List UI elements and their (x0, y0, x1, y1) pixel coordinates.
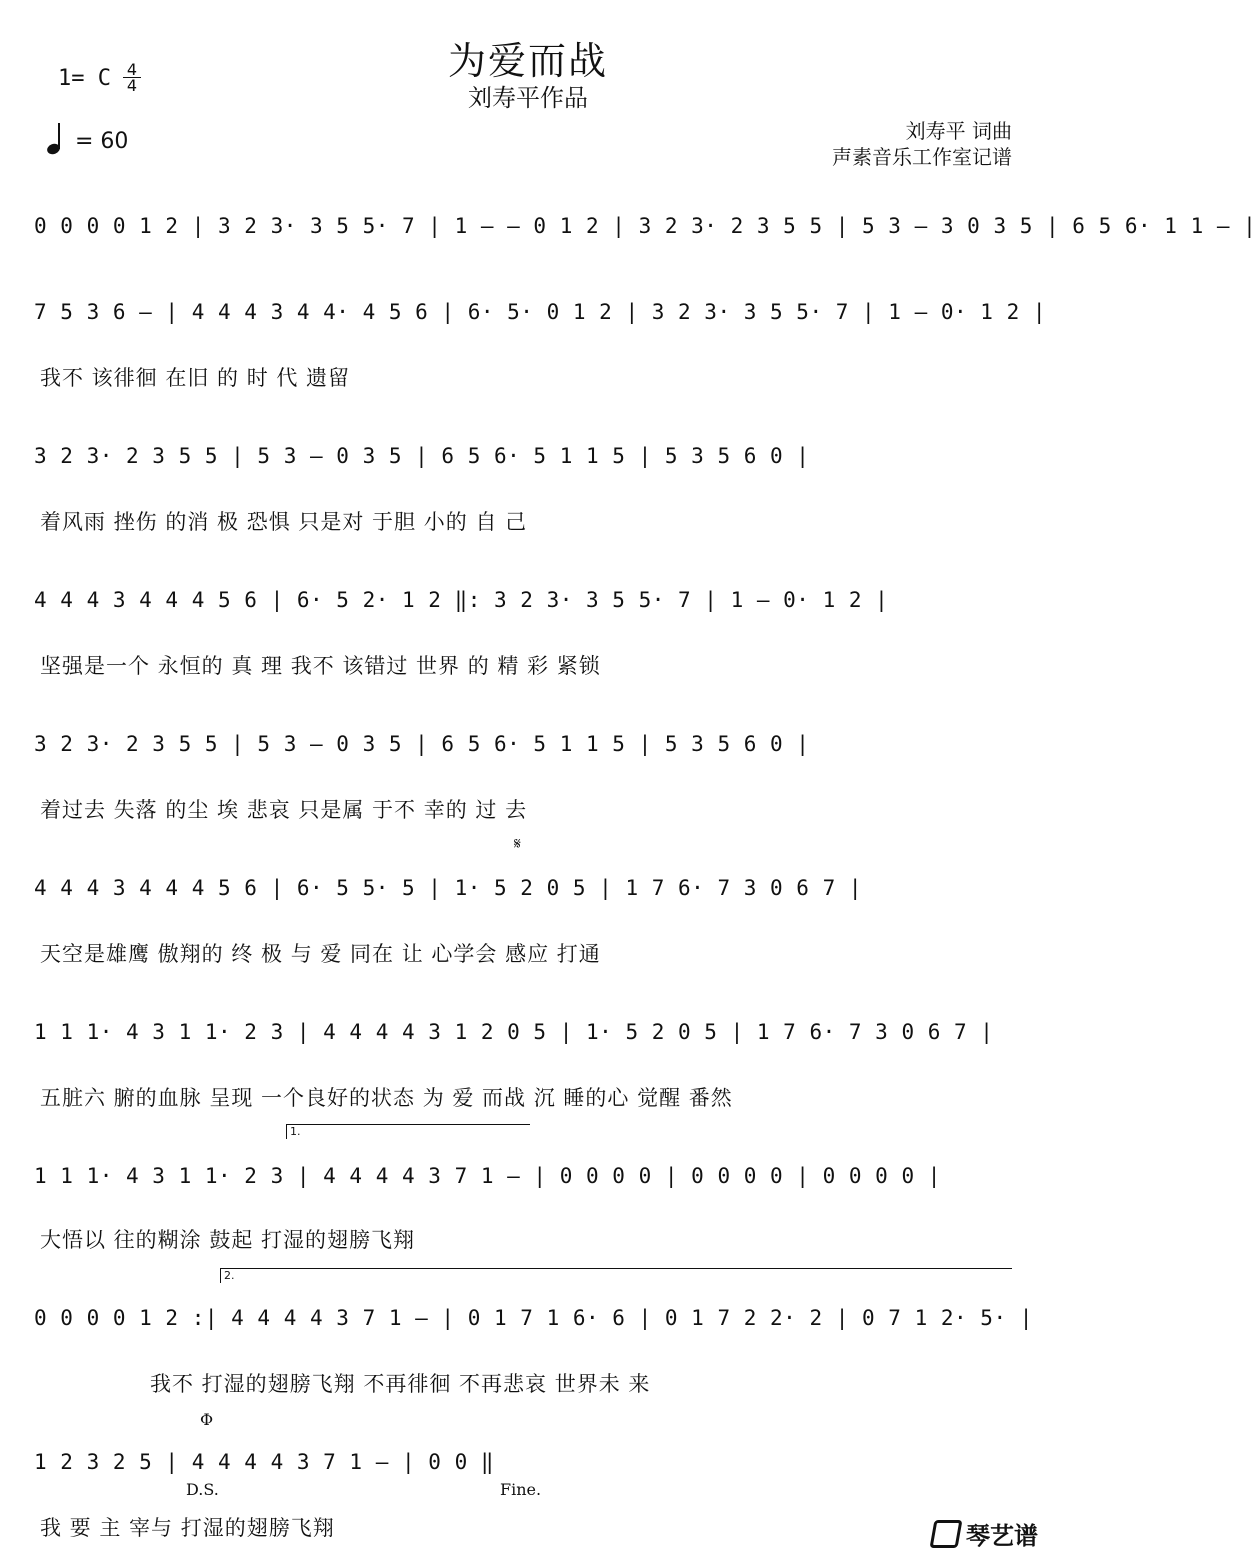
score-row-8: 1 1 1· 4 3 1 1· 2 3 | 4 4 4 4 3 7 1 – | 0 0 0 0 | 0 0 0 0 | 0 0 0 0 | (34, 1164, 941, 1188)
lyrics-row-9: 我不 打湿的翅膀飞翔 不再徘徊 不再悲哀 世界未 来 (150, 1372, 651, 1396)
site-logo (932, 1516, 1038, 1551)
segno-icon: 𝄋 (514, 834, 521, 853)
quarter-note-icon (46, 124, 68, 154)
volta-2-label: 2. (220, 1268, 1012, 1283)
logo-text: 琴艺谱 (966, 1522, 1038, 1550)
volta-2 (220, 1268, 1012, 1283)
transcriber-credit: 声素音乐工作室记谱 (832, 145, 1012, 169)
logo-icon (930, 1520, 963, 1548)
credits (832, 118, 1012, 170)
tempo-marking (46, 124, 128, 154)
lyrics-row-7: 五脏六 腑的血脉 呈现 一个良好的状态 为 爱 而战 沉 睡的心 觉醒 番然 (40, 1086, 733, 1110)
time-signature-top: 4 (126, 60, 138, 79)
time-signature-bottom: 4 (123, 77, 141, 93)
score-row-6: 4 4 4 3 4 4 4 5 6 | 6· 5 5· 5 | 1· 5 2 0 5 | 1 7 6· 7 3 0 6 7 | (34, 876, 863, 900)
lyrics-row-10: 我 要 主 宰与 打湿的翅膀飞翔 (40, 1516, 335, 1540)
dal-segno-marking: D.S. (186, 1480, 219, 1499)
volta-1 (286, 1124, 530, 1139)
volta-1-label: 1. (286, 1124, 530, 1139)
score-row-5: 3 2 3· 2 3 5 5 | 5 3 – 0 3 5 | 6 5 6· 5 1 1 5 | 5 3 5 6 0 | (34, 732, 810, 756)
lyrics-row-5: 着过去 失落 的尘 埃 悲哀 只是属 于不 幸的 过 去 (40, 798, 528, 822)
tempo-value: = 60 (75, 129, 129, 154)
lyrics-row-8: 大悟以 往的糊涂 鼓起 打湿的翅膀飞翔 (40, 1228, 416, 1252)
lyrics-row-4: 坚强是一个 永恒的 真 理 我不 该错过 世界 的 精 彩 紧锁 (40, 654, 601, 678)
lyrics-row-3: 着风雨 挫伤 的消 极 恐惧 只是对 于胆 小的 自 己 (40, 510, 528, 534)
time-signature (123, 62, 141, 93)
score-row-4: 4 4 4 3 4 4 4 5 6 | 6· 5 2· 1 2 ‖: 3 2 3· 3 5 5· 7 | 1 – 0· 1 2 | (34, 588, 889, 612)
score-row-7: 1 1 1· 4 3 1 1· 2 3 | 4 4 4 4 3 1 2 0 5 | 1· 5 2 0 5 | 1 7 6· 7 3 0 6 7 | (34, 1020, 994, 1044)
lyrics-row-2: 我不 该徘徊 在旧 的 时 代 遗留 (40, 366, 351, 390)
fine-marking: Fine. (500, 1480, 542, 1499)
song-subtitle: 刘寿平作品 (468, 84, 588, 112)
score-row-3: 3 2 3· 2 3 5 5 | 5 3 – 0 3 5 | 6 5 6· 5 1 1 5 | 5 3 5 6 0 | (34, 444, 810, 468)
composer-credit: 刘寿平 词曲 (905, 119, 1012, 143)
score-row-1: 0 0 0 0 1 2 | 3 2 3· 3 5 5· 7 | 1 – – 0 1 2 | 3 2 3· 2 3 5 5 | 5 3 – 3 0 3 5 | 6 5 6· 1 1 – | (34, 214, 1256, 238)
key-signature: 1= C (58, 66, 111, 91)
score-row-2: 7 5 3 6 – | 4 4 4 3 4 4· 4 5 6 | 6· 5· 0 1 2 | 3 2 3· 3 5 5· 7 | 1 – 0· 1 2 | (34, 300, 1047, 324)
coda-icon: Φ (200, 1410, 214, 1429)
song-title: 为爱而战 (447, 39, 608, 83)
lyrics-row-6: 天空是雄鹰 傲翔的 终 极 与 爱 同在 让 心学会 感应 打通 (40, 942, 601, 966)
score-row-9: 0 0 0 0 1 2 :| 4 4 4 4 3 7 1 – | 0 1 7 1 6· 6 | 0 1 7 2 2· 2 | 0 7 1 2· 5· | (34, 1306, 1033, 1330)
score-row-10: 1 2 3 2 5 | 4 4 4 4 3 7 1 – | 0 0 ‖ (34, 1450, 495, 1474)
